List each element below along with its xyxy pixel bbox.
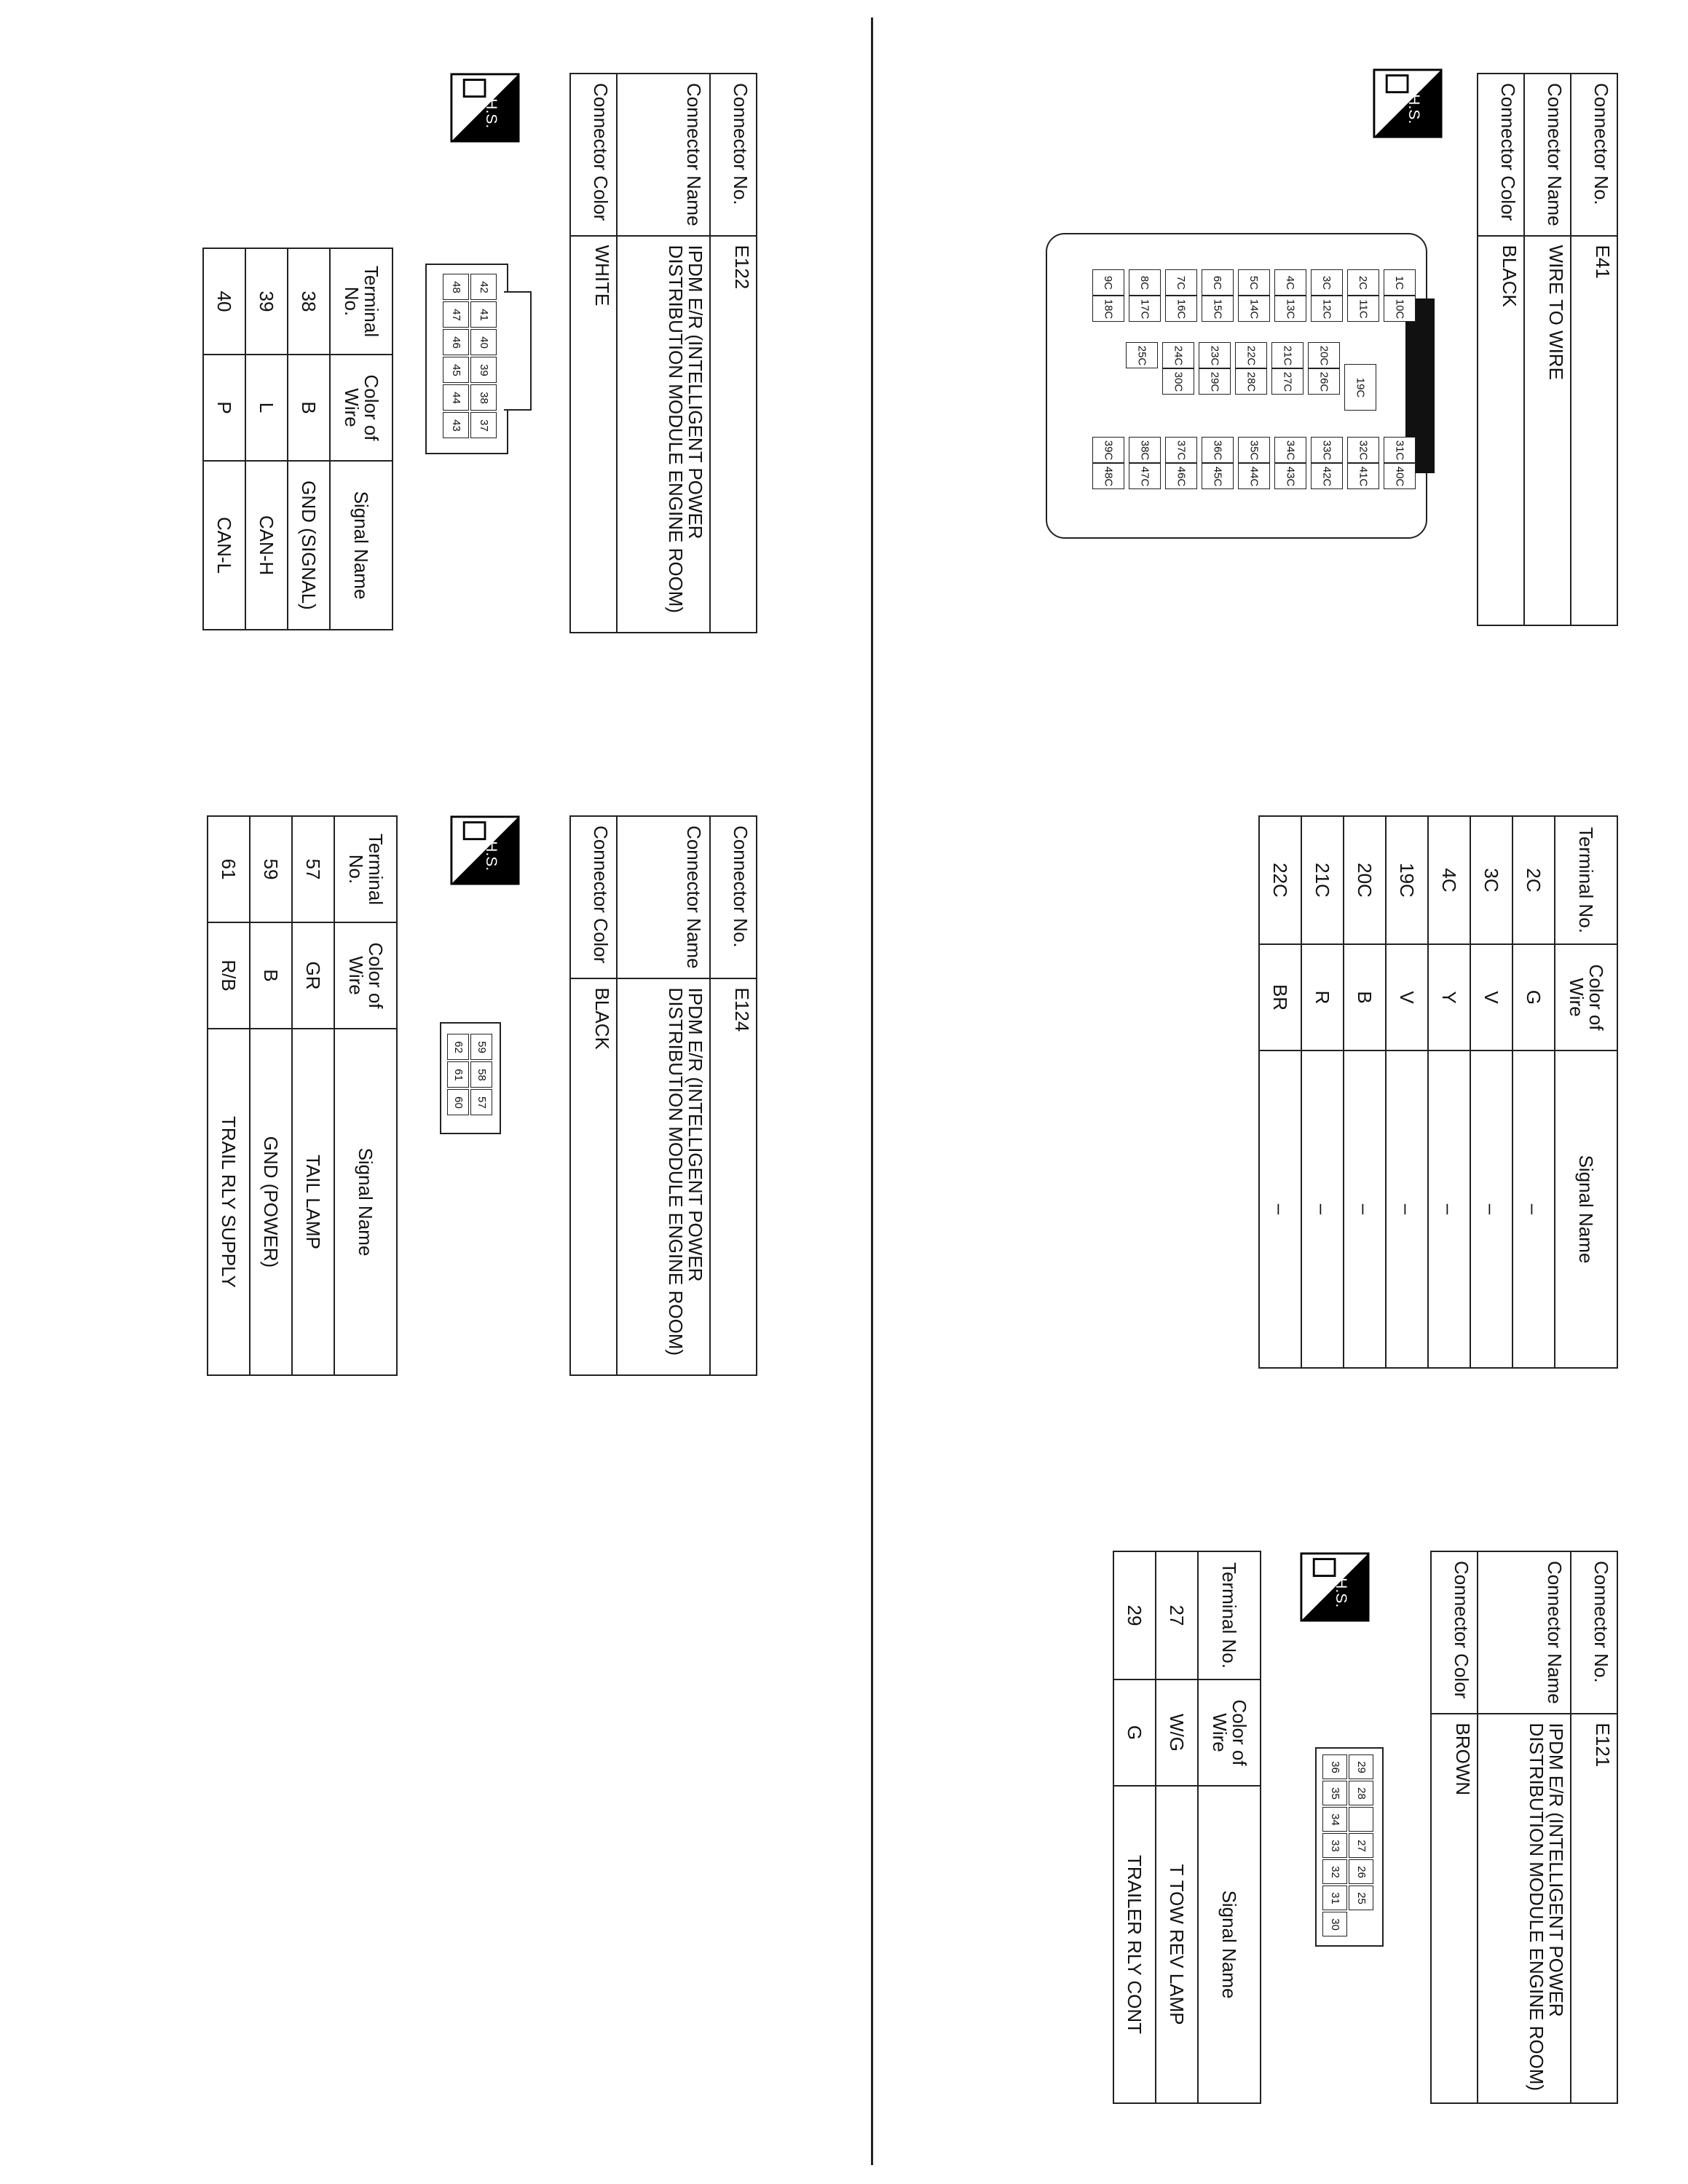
terminal-no: 59 — [250, 816, 292, 922]
connector-pin — [470, 1089, 492, 1115]
pin-label: 44 — [449, 391, 462, 404]
pin-label: 37 — [477, 419, 490, 432]
connector-pin — [1235, 368, 1267, 395]
header-terminal: Terminal No. — [1555, 816, 1617, 944]
connector-no: E41 — [1571, 236, 1617, 625]
e41-terminal-table — [1258, 815, 1618, 1369]
pin-label: 46 — [449, 336, 462, 349]
terminal-row — [1301, 816, 1344, 1368]
pin-label: 14C — [1247, 298, 1261, 319]
terminal-signal: – — [1301, 1051, 1344, 1368]
terminal-color: G — [1513, 944, 1555, 1051]
terminal-signal: T TOW REV LAMP — [1156, 1786, 1198, 2103]
label: Connector No. — [710, 74, 757, 236]
connector-color: BLACK — [570, 978, 617, 1375]
pin-label: 2C — [1357, 275, 1370, 290]
terminal-signal: CAN-L — [203, 461, 245, 630]
pin-label: 36C — [1211, 440, 1224, 460]
connector-pin — [1311, 437, 1343, 463]
connector-pin — [1238, 437, 1270, 463]
terminal-signal: – — [1470, 1051, 1513, 1368]
harness-side-icon — [450, 815, 520, 885]
pin-label: 43C — [1284, 466, 1297, 486]
terminal-row — [1470, 816, 1513, 1368]
pin-label: 5C — [1247, 275, 1261, 290]
connector-no: E124 — [710, 978, 757, 1375]
pin-label: 24C — [1172, 345, 1185, 365]
pin-label: 45 — [449, 363, 462, 376]
pin-label: 12C — [1320, 298, 1333, 319]
label: Connector Color — [570, 816, 617, 978]
terminal-signal: GND (SIGNAL) — [288, 461, 330, 630]
pin-label: 44C — [1247, 466, 1261, 486]
terminal-signal: – — [1386, 1051, 1428, 1368]
pin-label: 15C — [1211, 298, 1224, 319]
pin-label: 47C — [1138, 466, 1151, 486]
connector-pin — [1092, 296, 1124, 322]
terminal-row — [288, 248, 330, 630]
connector-pin — [1202, 463, 1234, 489]
connector-pin — [1165, 269, 1197, 296]
terminal-color: B — [250, 922, 292, 1029]
pin-label: 23C — [1208, 345, 1221, 365]
connector-pin — [1274, 437, 1306, 463]
harness-side-icon — [1300, 1552, 1370, 1622]
connector-pin — [1199, 342, 1231, 368]
terminal-row — [1113, 1551, 1156, 2103]
terminal-row — [250, 816, 292, 1375]
pin-label: 38C — [1138, 440, 1151, 460]
terminal-signal: – — [1344, 1051, 1386, 1368]
connector-pin — [443, 357, 469, 383]
connector-pin — [1274, 296, 1306, 322]
connector-pin — [1347, 463, 1379, 489]
label: Connector No. — [1571, 1551, 1617, 1714]
connector-pin — [1311, 463, 1343, 489]
connector-pin — [1349, 1781, 1373, 1805]
connector-pin — [1129, 437, 1161, 463]
connector-pin — [1202, 437, 1234, 463]
connector-pin — [1202, 269, 1234, 296]
pin-label: 45C — [1211, 466, 1224, 486]
pin-label: 19C — [1354, 377, 1367, 397]
connector-pin — [1349, 1807, 1373, 1832]
pin-label: 36 — [1328, 1760, 1341, 1773]
connector-pin — [1347, 437, 1379, 463]
terminal-row — [1344, 816, 1386, 1368]
pin-label: 35C — [1247, 440, 1261, 460]
connector-pin — [1202, 296, 1234, 322]
connector-pin — [470, 384, 497, 411]
label: Connector Name — [617, 74, 710, 236]
connector-pin — [1322, 1807, 1347, 1832]
connector-pin — [1238, 269, 1270, 296]
pin-label: 39C — [1102, 440, 1115, 460]
pin-label: 28 — [1354, 1787, 1368, 1800]
terminal-color: B — [288, 355, 330, 461]
connector-pin — [1384, 463, 1416, 489]
terminal-no: 2C — [1513, 816, 1555, 944]
pin-label: 9C — [1102, 275, 1115, 290]
connector-pin — [1092, 269, 1124, 296]
e121-info-table — [1430, 1551, 1618, 2104]
connector-pin — [443, 384, 469, 411]
connector-pin — [1129, 296, 1161, 322]
terminal-no: 29 — [1113, 1551, 1156, 1679]
header-terminal: Terminal No. — [330, 248, 393, 355]
terminal-no: 61 — [208, 816, 250, 922]
pin-label: 21C — [1281, 345, 1294, 365]
label: Connector Color — [570, 74, 617, 236]
connector-name: IPDM E/R (INTELLIGENT POWER DISTRIBUTION MODULE ENGINE ROOM) — [617, 978, 710, 1375]
connector-name: IPDM E/R (INTELLIGENT POWER DISTRIBUTION MODULE ENGINE ROOM) — [1478, 1714, 1571, 2103]
connector-pin — [1162, 368, 1194, 395]
pin-label: 17C — [1138, 298, 1151, 319]
label: Connector Name — [1478, 1551, 1571, 1714]
terminal-no: 22C — [1259, 816, 1301, 944]
label: Connector Name — [1524, 74, 1571, 236]
header-color: Color of Wire — [1555, 944, 1617, 1051]
terminal-row — [292, 816, 334, 1375]
hs-label: H.S. — [482, 98, 500, 129]
connector-pin — [443, 274, 469, 300]
connector-pin — [1274, 463, 1306, 489]
connector-pin — [1271, 368, 1304, 395]
label: Connector No. — [710, 816, 757, 978]
terminal-no: 20C — [1344, 816, 1386, 944]
terminal-row — [1513, 816, 1555, 1368]
label: Connector Name — [617, 816, 710, 978]
pin-label: 30C — [1172, 371, 1185, 392]
terminal-color: Y — [1428, 944, 1470, 1051]
pin-label: 40C — [1393, 466, 1406, 486]
terminal-row — [1259, 816, 1301, 1368]
pin-label: 40 — [477, 336, 490, 349]
pin-label: 4C — [1284, 275, 1297, 290]
pin-label: 35 — [1328, 1787, 1341, 1800]
hs-label: H.S. — [1332, 1578, 1349, 1608]
terminal-row — [245, 248, 288, 630]
terminal-color: L — [245, 355, 288, 461]
connector-pin — [470, 274, 497, 300]
terminal-row — [1428, 816, 1470, 1368]
terminal-signal: CAN-H — [245, 461, 288, 630]
pin-label: 41 — [477, 308, 490, 321]
terminal-no: 38 — [288, 248, 330, 355]
pin-label: 33C — [1320, 440, 1333, 460]
connector-pin — [1322, 1886, 1347, 1910]
label: Connector Color — [1478, 74, 1524, 236]
connector-pin — [1311, 269, 1343, 296]
pin-label: 26C — [1317, 371, 1330, 392]
header-signal: Signal Name — [330, 461, 393, 630]
pin-label: 3C — [1320, 275, 1333, 290]
connector-pin — [443, 301, 469, 328]
connector-pin — [447, 1034, 469, 1060]
pin-label: 26 — [1354, 1865, 1368, 1878]
connector-pin — [1322, 1754, 1347, 1779]
terminal-color: GR — [292, 922, 334, 1029]
pin-label: 25C — [1135, 345, 1148, 365]
connector-pin — [1322, 1912, 1347, 1936]
pin-label: 6C — [1211, 275, 1224, 290]
terminal-signal: – — [1513, 1051, 1555, 1368]
header-color: Color of Wire — [334, 922, 397, 1029]
e122-info-table — [569, 73, 757, 633]
header-terminal: Terminal No. — [1198, 1551, 1261, 1679]
label: Connector No. — [1571, 74, 1617, 236]
pin-label: 27 — [1354, 1839, 1368, 1852]
header-signal: Signal Name — [1555, 1051, 1617, 1368]
pin-label: 34C — [1284, 440, 1297, 460]
e121-terminal-table — [1113, 1551, 1261, 2104]
pin-label: 7C — [1175, 275, 1188, 290]
connector-pin — [1162, 342, 1194, 368]
terminal-color: R/B — [208, 922, 250, 1029]
terminal-color: V — [1386, 944, 1428, 1051]
connector-color: WHITE — [570, 236, 617, 633]
connector-pin — [1129, 463, 1161, 489]
terminal-signal: GND (POWER) — [250, 1029, 292, 1375]
connector-pin — [443, 329, 469, 355]
terminal-color: W/G — [1156, 1679, 1198, 1786]
terminal-row — [1156, 1551, 1198, 2103]
connector-pin — [1322, 1859, 1347, 1884]
harness-side-icon — [450, 73, 520, 143]
connector-pin — [1384, 269, 1416, 296]
label: Connector Color — [1431, 1551, 1478, 1714]
pin-label: 11C — [1357, 298, 1370, 319]
header-color: Color of Wire — [1198, 1679, 1261, 1786]
connector-pin — [1349, 1886, 1373, 1910]
connector-pin — [470, 301, 497, 328]
terminal-color: BR — [1259, 944, 1301, 1051]
pin-label: 41C — [1357, 466, 1370, 486]
connector-pin — [1322, 1833, 1347, 1858]
e124-terminal-table — [207, 815, 398, 1376]
terminal-signal: TRAILER RLY CONT — [1113, 1786, 1156, 2103]
connector-pin — [1129, 269, 1161, 296]
harness-side-icon — [1373, 68, 1443, 138]
connector-pin — [470, 1061, 492, 1088]
connector-pin — [1349, 1754, 1373, 1779]
connector-pin — [470, 1034, 492, 1060]
terminal-color: V — [1470, 944, 1513, 1051]
e122-terminal-table — [202, 248, 393, 630]
pin-label: 27C — [1281, 371, 1294, 392]
terminal-no: 39 — [245, 248, 288, 355]
pin-label: 30 — [1328, 1918, 1341, 1931]
connector-pin — [1384, 296, 1416, 322]
pin-label: 42 — [477, 280, 490, 293]
pin-label: 60 — [451, 1096, 465, 1109]
pin-label: 32C — [1357, 440, 1370, 460]
connector-pin — [1165, 437, 1197, 463]
connector-no: E122 — [710, 236, 757, 633]
pin-label: 8C — [1138, 275, 1151, 290]
pin-label: 48C — [1102, 466, 1115, 486]
connector-pin — [1235, 342, 1267, 368]
pin-label: 32 — [1328, 1865, 1341, 1878]
connector-pin — [1274, 269, 1306, 296]
connector-pin — [1165, 463, 1197, 489]
pin-label: 31C — [1393, 440, 1406, 460]
pin-label: 16C — [1175, 298, 1188, 319]
pin-label: 43 — [449, 419, 462, 432]
page-divider — [871, 17, 873, 2165]
pin-label: 1C — [1393, 275, 1406, 290]
connector-pin — [470, 412, 497, 438]
pin-label: 10C — [1393, 298, 1406, 319]
connector-no: E121 — [1571, 1714, 1617, 2103]
connector-pin — [1271, 342, 1304, 368]
terminal-color: G — [1113, 1679, 1156, 1786]
header-signal: Signal Name — [334, 1029, 397, 1375]
connector-pin — [1238, 296, 1270, 322]
pin-label: 29 — [1354, 1760, 1368, 1773]
connector-pin — [1344, 364, 1376, 411]
pin-label: 61 — [451, 1068, 465, 1081]
connector-pin — [447, 1089, 469, 1115]
terminal-no: 21C — [1301, 816, 1344, 944]
connector-pin — [1308, 342, 1340, 368]
header-terminal: Terminal No. — [334, 816, 397, 922]
header-color: Color of Wire — [330, 355, 393, 461]
e122-connector-latch — [504, 291, 532, 411]
terminal-no: 57 — [292, 816, 334, 922]
connector-pin — [470, 329, 497, 355]
pin-label: 33 — [1328, 1839, 1341, 1852]
pin-label: 28C — [1245, 371, 1258, 392]
connector-pin — [1092, 437, 1124, 463]
connector-name: IPDM E/R (INTELLIGENT POWER DISTRIBUTION MODULE ENGINE ROOM) — [617, 236, 710, 633]
pin-label: 25 — [1354, 1891, 1368, 1904]
pin-label: 18C — [1102, 298, 1115, 319]
pin-label: 59 — [475, 1040, 488, 1053]
e41-info-table — [1477, 73, 1618, 626]
pin-label: 46C — [1175, 466, 1188, 486]
connector-pin — [1199, 368, 1231, 395]
terminal-row — [1386, 816, 1428, 1368]
hs-label: H.S. — [1405, 94, 1422, 124]
terminal-signal: TRAIL RLY SUPPLY — [208, 1029, 250, 1375]
pin-label: 58 — [475, 1068, 488, 1081]
connector-pin — [1349, 1833, 1373, 1858]
pin-label: 62 — [451, 1040, 465, 1053]
connector-pin — [1349, 1859, 1373, 1884]
pin-label: 48 — [449, 280, 462, 293]
connector-pin — [1165, 296, 1197, 322]
pin-label: 57 — [475, 1096, 488, 1109]
terminal-signal: – — [1428, 1051, 1470, 1368]
connector-pin — [1347, 269, 1379, 296]
terminal-color: R — [1301, 944, 1344, 1051]
pin-label: 13C — [1284, 298, 1297, 319]
terminal-color: B — [1344, 944, 1386, 1051]
connector-pin — [1384, 437, 1416, 463]
terminal-signal: – — [1259, 1051, 1301, 1368]
terminal-no: 19C — [1386, 816, 1428, 944]
e124-info-table — [569, 815, 757, 1376]
pin-label: 34 — [1328, 1813, 1341, 1826]
pin-label: 37C — [1175, 440, 1188, 460]
connector-pin — [443, 412, 469, 438]
connector-pin — [1238, 463, 1270, 489]
terminal-no: 27 — [1156, 1551, 1198, 1679]
connector-pin — [447, 1061, 469, 1088]
pin-label: 29C — [1208, 371, 1221, 392]
connector-pin — [1126, 342, 1158, 368]
terminal-no: 40 — [203, 248, 245, 355]
terminal-no: 4C — [1428, 816, 1470, 944]
terminal-no: 3C — [1470, 816, 1513, 944]
connector-name: WIRE TO WIRE — [1524, 236, 1571, 625]
terminal-color: P — [203, 355, 245, 461]
pin-label: 31 — [1328, 1891, 1341, 1904]
connector-pin — [1347, 296, 1379, 322]
pin-label: 47 — [449, 308, 462, 321]
connector-pin — [1311, 296, 1343, 322]
connector-color: BLACK — [1478, 236, 1524, 625]
connector-pin — [470, 357, 497, 383]
pin-label: 42C — [1320, 466, 1333, 486]
terminal-row — [203, 248, 245, 630]
pin-label: 20C — [1317, 345, 1330, 365]
connector-pin — [1092, 463, 1124, 489]
pin-label: 38 — [477, 391, 490, 404]
pin-label: 39 — [477, 363, 490, 376]
pin-label: 22C — [1245, 345, 1258, 365]
connector-color: BROWN — [1431, 1714, 1478, 2103]
connector-pin — [1308, 368, 1340, 395]
hs-label: H.S. — [482, 841, 500, 871]
terminal-row — [208, 816, 250, 1375]
terminal-signal: TAIL LAMP — [292, 1029, 334, 1375]
connector-pin — [1322, 1781, 1347, 1805]
header-signal: Signal Name — [1198, 1786, 1261, 2103]
